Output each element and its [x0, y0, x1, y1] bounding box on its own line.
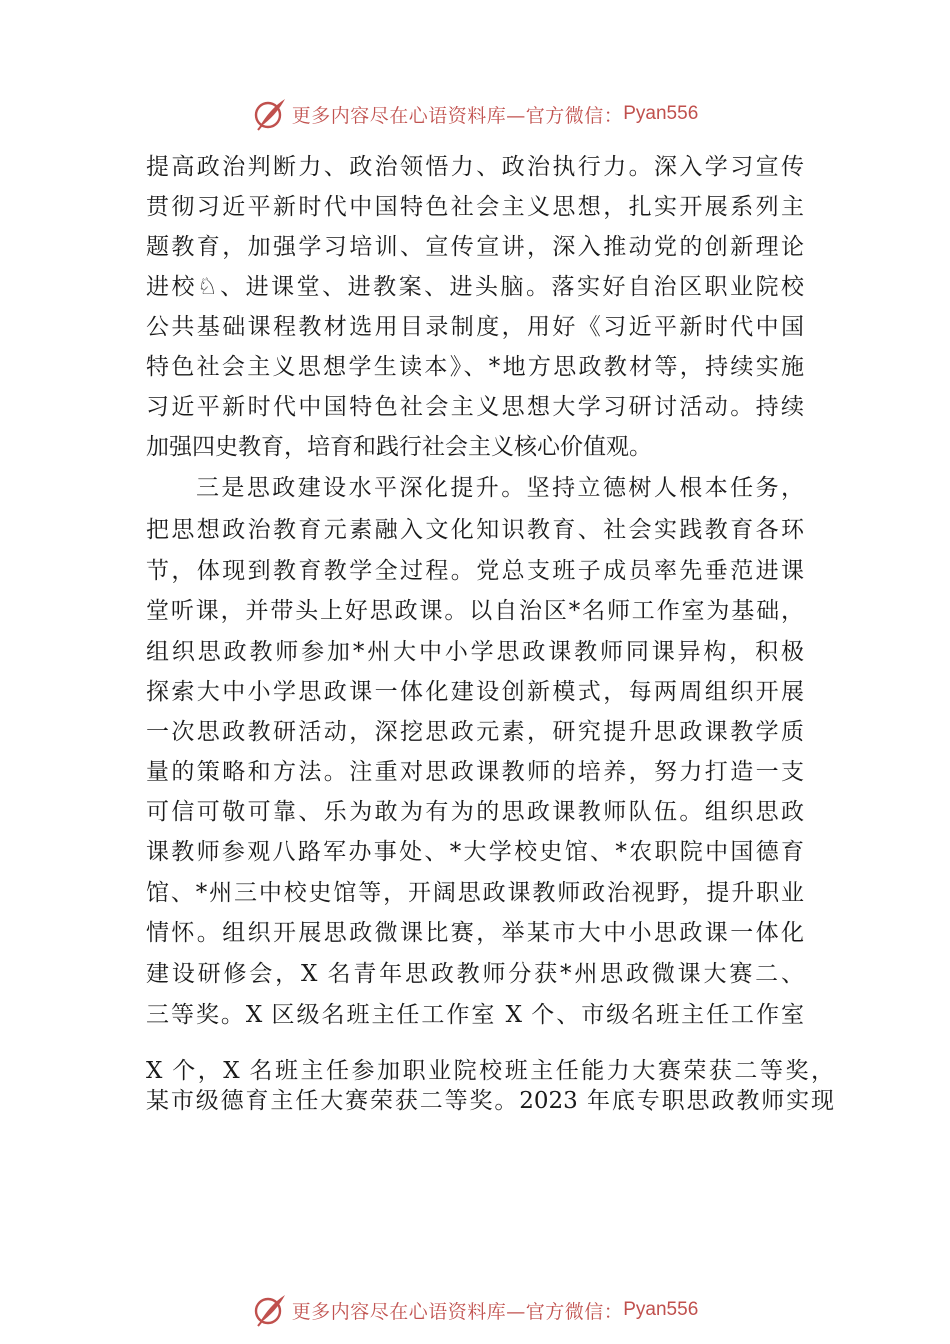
watermark-wechat-id: Pyan556	[623, 1299, 699, 1320]
watermark-wechat-id: Pyan556	[623, 103, 699, 124]
text-line: 量的策略和方法。注重对思政课教师的培养，努力打造一支	[146, 759, 804, 785]
text-line: 节，体现到教育教学全过程。党总支班子成员率先垂范进课	[146, 558, 804, 584]
text-line: 提高政治判断力、政治领悟力、政治执行力。深入学习宣传	[146, 154, 804, 180]
feather-pen-logo-icon	[252, 96, 288, 132]
footer-watermark	[0, 1290, 950, 1330]
paragraph-start-line: 三是思政建设水平深化提升。坚持立德树人根本任务，	[196, 475, 804, 501]
text-line: 特色社会主义思想学生读本》、*地方思政教材等，持续实施	[146, 354, 804, 380]
header-watermark	[0, 94, 950, 134]
text-line: 把思想政治教育元素融入文化知识教育、社会实践教育各环	[146, 517, 804, 543]
text-line: 习近平新时代中国特色社会主义思想大学习研讨活动。持续	[146, 394, 804, 420]
text-line: 组织思政教师参加*州大中小学思政课教师同课异构，积极	[146, 639, 804, 665]
text-line: 某市级德育主任大赛荣获二等奖。2023 年底专职思政教师实现	[146, 1088, 834, 1114]
text-line: 堂听课，并带头上好思政课。以自治区*名师工作室为基础，	[146, 598, 804, 624]
text-line: 一次思政教研活动，深挖思政元素，研究提升思政课教学质	[146, 719, 804, 745]
text-line: 情怀。组织开展思政微课比赛，举某市大中小思政课一体化	[146, 920, 804, 946]
text-line: 建设研修会，X 名青年思政教师分获*州思政微课大赛二、	[146, 961, 804, 987]
feather-pen-logo-icon	[252, 1292, 288, 1328]
text-line: X 个，X 名班主任参加职业院校班主任能力大赛荣获二等奖，	[146, 1058, 834, 1084]
text-line: 课教师参观八路军办事处、*大学校史馆、*农职院中国德育	[146, 839, 804, 865]
text-line: 贯彻习近平新时代中国特色社会主义思想，扎实开展系列主	[146, 194, 804, 220]
text-line: 馆、*州三中校史馆等，开阔思政课教师政治视野，提升职业	[146, 880, 804, 906]
watermark-text: 更多内容尽在心语资料库—官方微信：	[291, 104, 624, 127]
text-line: 探索大中小学思政课一体化建设创新模式，每两周组织开展	[146, 679, 804, 705]
text-line: 进校♘、进课堂、进教案、进头脑。落实好自治区职业院校	[146, 274, 804, 300]
text-line: 题教育，加强学习培训、宣传宣讲，深入推动党的创新理论	[146, 234, 804, 260]
watermark-text: 更多内容尽在心语资料库—官方微信：	[291, 1300, 624, 1323]
text-line: 可信可敬可靠、乐为敢为有为的思政课教师队伍。组织思政	[146, 799, 804, 825]
text-line: 三等奖。X 区级名班主任工作室 X 个、市级名班主任工作室	[146, 1002, 804, 1028]
text-line: 加强四史教育，培育和践行社会主义核心价值观。	[146, 434, 652, 460]
text-line: 公共基础课程教材选用目录制度，用好《习近平新时代中国	[146, 314, 804, 340]
